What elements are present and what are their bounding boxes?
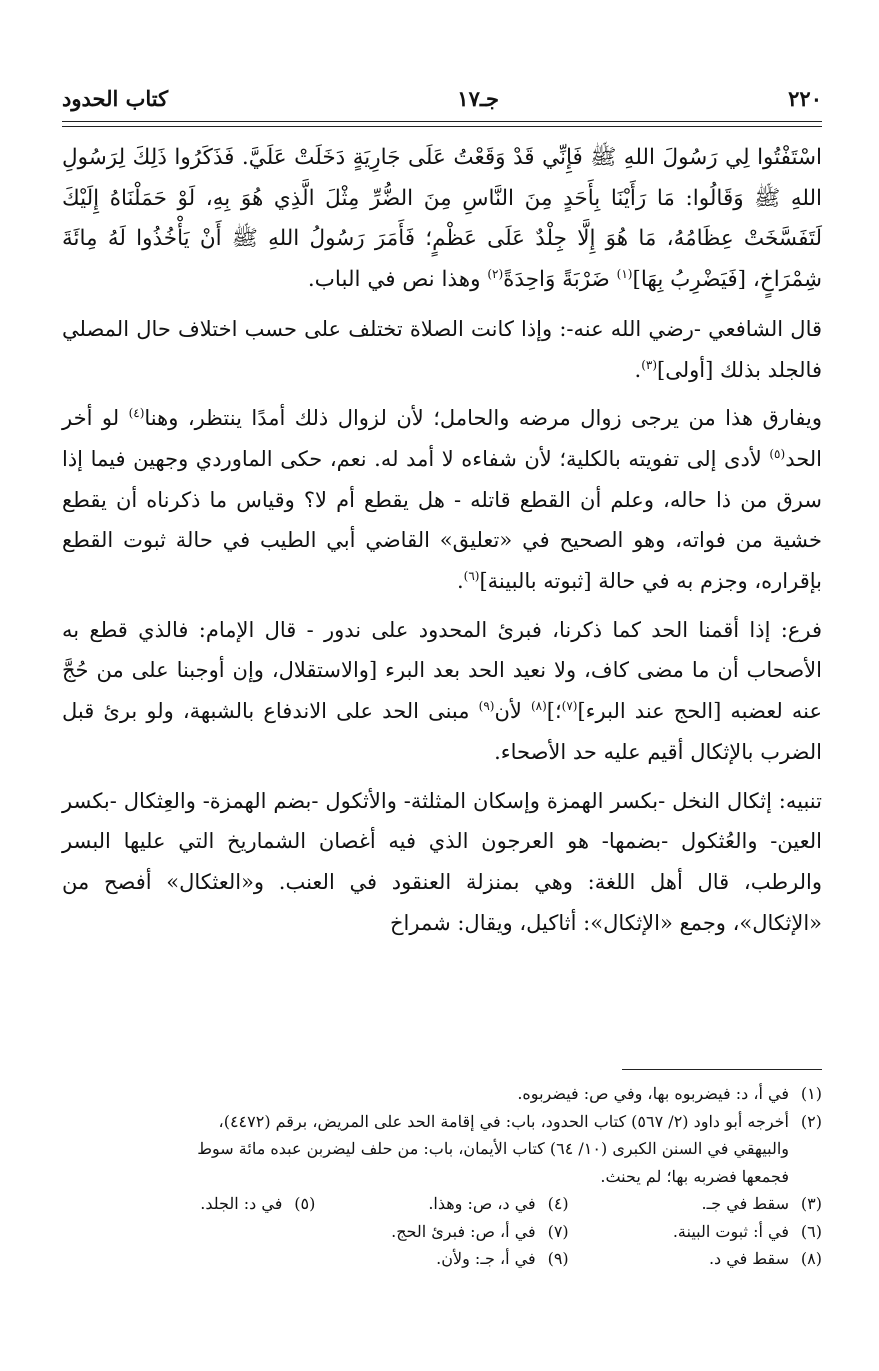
footnote-ref-2[interactable]: (٢): [487, 266, 504, 281]
paragraph-hadith: [62, 138, 822, 301]
footnote-text: فجمعها فضربه بها؛ لم يحنث.: [600, 1166, 789, 1186]
book-title: كتاب الحدود: [62, 85, 169, 111]
footnote-row-3-5: [62, 1190, 822, 1218]
paragraph-text: .: [456, 569, 464, 594]
footnote-ref-3[interactable]: (٣): [641, 357, 658, 372]
paragraph-text-end: .: [634, 357, 642, 382]
paragraph-text: مبنى الحد على الاندفاع بالشبهة، ولو برئ قبل الضرب بالإثكال أقيم عليه حد الأصحاء.: [62, 699, 822, 764]
page-header: [62, 78, 822, 118]
footnote-ref-8[interactable]: (٨): [530, 699, 547, 714]
paragraph-shafii: [62, 309, 822, 390]
footnote-2-cont: [62, 1163, 822, 1191]
hadith-text: اسْتَفْتُوا لِي رَسُولَ اللهِ ﷺ فَإِنِّي قَدْ وَقَعْتُ عَلَى جَارِيَةٍ دَخَلَتْ عَلَيَّ. فَذَكَرُوا ذَلِكَ لِرَسُولِ اللهِ ﷺ وَقَالُوا: مَا رَأَيْنَا بِأَحَدٍ مِنَ النَّاسِ مِنَ الضُّرِّ مِثْلَ الَّذِي هُوَ بِهِ، لَوْ حَمَلْنَاهُ إِلَيْكَ لَتَفَسَّخَتْ عِظَامُهُ، مَا هُوَ إِلَّا جِلْدٌ عَلَى عَظْمٍ؛ فَأَمَرَ رَسُولُ اللهِ ﷺ أَنْ يَأْخُذُوا لَهُ مِائَةَ شِمْرَاخٍ، [فَيَضْرِبُ بِهَا]: [62, 145, 822, 293]
footnote-ref-6[interactable]: (٦): [463, 569, 480, 584]
header-rule-top: [62, 121, 822, 122]
paragraph-text: قال الشافعي -رضي الله عنه-: وإذا كانت الصلاة تختلف على حسب اختلاف حال المصلي فالجلد بذلك [أولى]: [62, 316, 822, 382]
footnote-text: أخرجه أبو داود (٢/ ٥٦٧) كتاب الحدود، باب: في إقامة الحد على المريض، برقم (٤٤٧٢)،: [218, 1111, 789, 1131]
footnote-number: (١): [800, 1084, 822, 1103]
footnote-text: والبيهقي في السنن الكبرى (١٠/ ٦٤) كتاب الأيمان، باب: من حلف ليضربن عبده مائة سوط: [197, 1139, 789, 1158]
footnote-9: (٩)في أ، جـ: ولأن.: [436, 1249, 569, 1268]
paragraph-difference: [62, 398, 822, 602]
footnote-7: (٧)في أ، ص: فبرئ الحج.: [391, 1221, 569, 1241]
footnote-3: (٣)سقط في جـ.: [701, 1194, 822, 1213]
paragraph-text: تنبيه: إثكال النخل -بكسر الهمزة وإسكان المثلثة- والأثكول -بضم الهمزة- والعِثكال -بكسر العين- والعُثكول -بضمها- هو العرجون الذي فيه أغصان الشماريخ التي عليها البسر والرطب، قال أهل اللغة: وهي بمنزلة العنقود في العنب. و«العثكال» أفصح من «الإثكال»، وجمع «الإثكال»: أثاكيل، ويقال: شمراخ: [62, 788, 822, 935]
paragraph-text: لأن: [494, 699, 531, 724]
footnote-ref-1[interactable]: (١): [616, 266, 633, 281]
footnote-5: (٥)في د: الجلد.: [200, 1194, 316, 1213]
hadith-text-end: وهذا نص في الباب.: [307, 267, 488, 293]
footnote-ref-5[interactable]: (٥): [769, 446, 786, 461]
header-rule-bottom: [62, 126, 822, 127]
footnote-row-8-9: [62, 1245, 822, 1273]
paragraph-text: لأدى إلى تفويته بالكلية؛ لأن شفاءه لا أمد له. نعم، حكى الماوردي وجهين فيما إذا سرق من ذا حاله، وعلم أن القطع قاتله - هل يقطع أم لا؟ وقياس ما ذكرناه أن يقطع خشية من فواته، وهو الصحيح في «تعليق» القاضي أبي الطيب في حالة ثبوت القطع بإقراره، وجزم به في حالة [ثبوته بالبينة]: [62, 446, 822, 594]
footnote-row-6-7: [62, 1218, 822, 1246]
paragraph-text: ؛]: [546, 699, 562, 724]
paragraph-text: فرع: إذا أقمنا الحد كما ذكرنا، فبرئ المحدود على ندور - قال الإمام: فالذي قطع به الأصحاب أن ما مضى كاف، ولا نعيد الحد بعد البرء [والاستقلال، وإن أوجبنا على من حُجَّ عنه لعضبه [الحج عند البرء]: [62, 617, 822, 724]
footnote-6: (٦)في أ: ثبوت البينة.: [672, 1221, 822, 1241]
footnote-separator: [622, 1069, 822, 1070]
footnotes: [62, 1080, 822, 1273]
paragraph-text: ويفارق هذا من يرجى زوال مرضه والحامل؛ لأن لزوال ذلك أمدًا ينتظر، وهنا: [144, 406, 822, 431]
paragraph-branch: [62, 610, 822, 773]
footnote-ref-7[interactable]: (٧): [561, 699, 578, 714]
footnote-ref-9[interactable]: (٩): [478, 699, 495, 714]
footnote-2: [62, 1108, 822, 1136]
footnote-4: (٤)في د، ص: وهذا.: [428, 1194, 569, 1213]
footnote-text: في أ، د: فيضربوه بها، وفي ص: فيضربوه.: [517, 1084, 789, 1103]
volume-label: جـ١٧: [457, 85, 499, 111]
hadith-text-mid: ضَرْبَةً وَاحِدَةً: [503, 267, 617, 293]
footnote-number: (٢): [800, 1111, 822, 1131]
footnote-2-cont: [62, 1135, 822, 1163]
page-number: ٢٢٠: [788, 85, 822, 111]
footnote-8: (٨)سقط في د.: [708, 1249, 822, 1268]
paragraph-text: لو أخر الحد: [62, 406, 822, 471]
paragraph-note: [62, 781, 822, 944]
footnote-1: [62, 1080, 822, 1108]
main-text: [62, 138, 822, 951]
footnote-ref-4[interactable]: (٤): [128, 406, 145, 421]
